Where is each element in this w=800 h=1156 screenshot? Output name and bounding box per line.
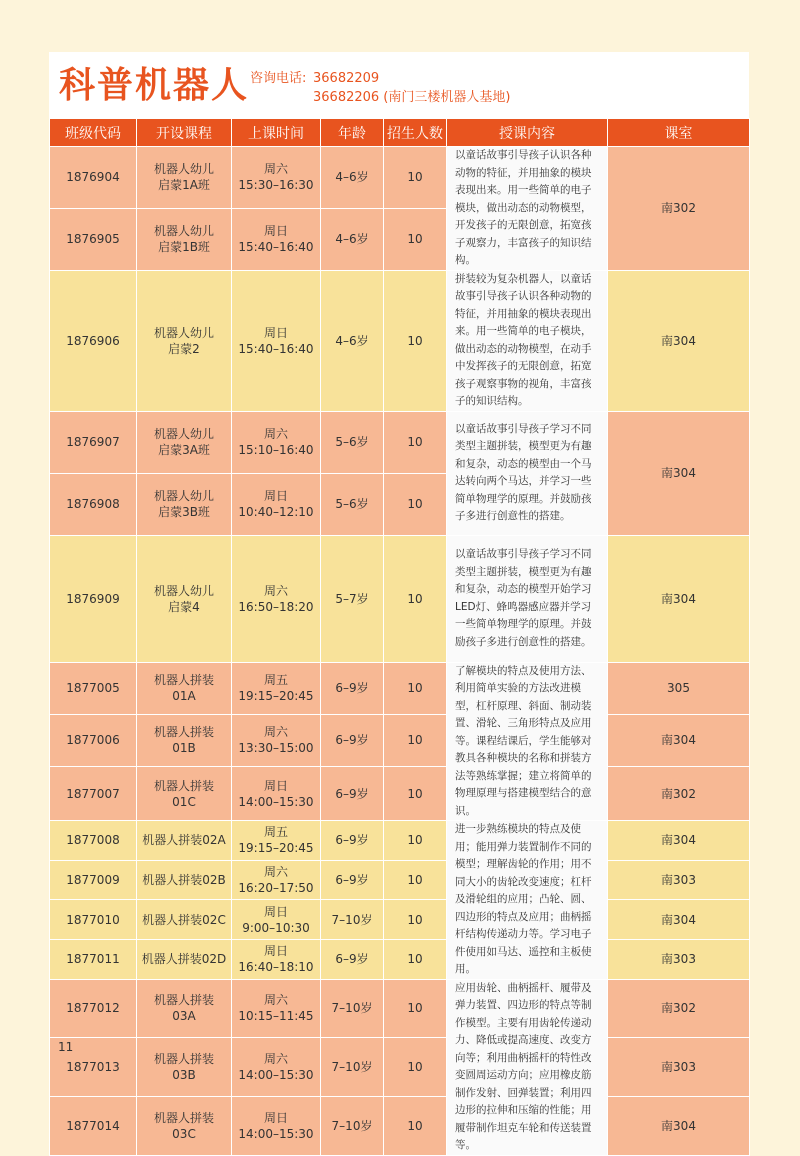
class-time: 周六 16:50–18:20 [238, 583, 314, 614]
age-range: 5–6岁 [335, 435, 369, 449]
page-title: 科普机器人 [59, 65, 250, 106]
enrollment-count: 10 [407, 833, 423, 848]
class-code: 1877012 [66, 1001, 120, 1016]
header-count: 招生人数 [384, 119, 446, 146]
table-row [50, 821, 749, 860]
enrollment-count: 10 [407, 591, 423, 606]
enrollment-count: 10 [407, 435, 423, 449]
course-table [49, 118, 750, 1156]
table-header-row [50, 119, 749, 146]
table-row [50, 412, 749, 473]
class-time: 周六 14:00–15:30 [238, 1051, 314, 1082]
class-code: 1876909 [66, 591, 120, 606]
class-code: 1876904 [66, 170, 120, 185]
course-name: 机器人拼装 03B [153, 1051, 214, 1082]
table-row [50, 767, 749, 820]
header-room: 课室 [608, 119, 749, 146]
class-code: 1876905 [66, 232, 120, 247]
enrollment-count: 10 [407, 681, 423, 696]
class-code: 1876906 [66, 333, 120, 348]
age-range: 7–10岁 [331, 1001, 373, 1016]
enrollment-count: 10 [407, 872, 423, 887]
age-range: 6–9岁 [335, 952, 369, 967]
phone-number-1: 36682209 [313, 71, 380, 86]
classroom: 南303 [661, 872, 696, 887]
course-name: 机器人幼儿 启蒙2 [153, 325, 214, 356]
enrollment-count: 10 [407, 952, 423, 967]
classroom: 南304 [661, 833, 696, 848]
class-time: 周五 19:15–20:45 [238, 825, 314, 856]
course-description: 以童话故事引导孩子学习不同类型主题拼装，模型更为有趣和复杂，动态的模型开始学习LED灯、蜂鸣器感应器并学习一些简单物理学的原理。并鼓励孩子多进行创意性的搭建。 [447, 536, 607, 662]
course-description: 以童话故事引导孩子认识各种动物的特征，并用抽象的模块表现出来。用一些简单的电子模块，做出动态的动物模型，开发孩子的无限创意，拓宽孩子观察力，丰富孩子的知识结构。 [447, 147, 607, 270]
class-time: 周日 14:00–15:30 [238, 778, 314, 809]
course-description: 应用齿轮、曲柄摇杆、履带及弹力装置、四边形的特点等制作模型。主要有用齿轮传递动力、降低或提高速度、改变方向等；利用曲柄摇杆的特性改变圆周运动方向；应用橡皮筋制作发射、回弹装置；利用四边形的拉伸和压缩的性能；用履带制作坦克车轮和传送装置等。 [447, 980, 607, 1155]
classroom: 南303 [661, 952, 696, 967]
header-course: 开设课程 [137, 119, 231, 146]
page-number: 11 [58, 1040, 74, 1054]
class-code: 1877009 [66, 872, 120, 887]
course-name: 机器人拼装 03A [153, 993, 214, 1024]
classroom: 南304 [661, 591, 696, 606]
age-range: 4–6岁 [335, 170, 369, 185]
table-row [50, 1097, 749, 1155]
age-range: 4–6岁 [335, 232, 369, 247]
classroom: 305 [667, 681, 690, 696]
course-description: 拼装较为复杂机器人，以童话故事引导孩子认识各种动物的特征，并用抽象的模块表现出来。用一些简单的电子模块，做出动态的动物模型，在动手中发挥孩子的无限创意，拓宽孩子观察事物的视角，丰富孩子的知识结构。 [447, 271, 607, 411]
class-time: 周六 16:20–17:50 [238, 864, 314, 895]
enrollment-count: 10 [407, 497, 423, 511]
age-range: 7–10岁 [331, 1118, 373, 1133]
course-name: 机器人拼装02C [142, 912, 226, 927]
class-code: 1876907 [66, 435, 120, 449]
enrollment-count: 10 [407, 912, 423, 927]
table-row [50, 147, 749, 208]
classroom: 南302 [661, 1001, 696, 1016]
class-time: 周日 15:40–16:40 [238, 224, 314, 255]
class-time: 周日 15:40–16:40 [238, 325, 314, 356]
class-code: 1877014 [66, 1118, 120, 1133]
course-name: 机器人拼装 01C [153, 778, 214, 809]
enrollment-count: 10 [407, 170, 423, 185]
table-row [50, 663, 749, 714]
course-name: 机器人拼装02A [142, 833, 226, 848]
class-time: 周六 15:30–16:30 [238, 162, 314, 193]
class-code: 1877005 [66, 681, 120, 696]
classroom: 南303 [661, 1059, 696, 1074]
age-range: 6–9岁 [335, 872, 369, 887]
class-time: 周日 14:00–15:30 [238, 1110, 314, 1141]
classroom: 南304 [661, 912, 696, 927]
course-name: 机器人幼儿 启蒙1A班 [153, 162, 214, 193]
age-range: 6–9岁 [335, 681, 369, 696]
age-range: 6–9岁 [335, 786, 369, 801]
header [49, 52, 749, 118]
header-code: 班级代码 [50, 119, 136, 146]
table-row [50, 271, 749, 411]
age-range: 4–6岁 [335, 333, 369, 348]
course-name: 机器人幼儿 启蒙3B班 [153, 489, 214, 519]
course-name: 机器人拼装 01A [153, 673, 214, 704]
table-row [50, 536, 749, 662]
age-range: 6–9岁 [335, 733, 369, 748]
classroom: 南302 [661, 786, 696, 801]
course-name: 机器人幼儿 启蒙1B班 [153, 224, 214, 255]
table-row [50, 940, 749, 979]
table-row [50, 900, 749, 939]
course-name: 机器人拼装02D [141, 952, 227, 967]
age-range: 6–9岁 [335, 833, 369, 848]
class-code: 1876908 [66, 497, 120, 511]
course-description: 进一步熟练模块的特点及使用；能用弹力装置制作不同的模型；理解齿轮的作用；用不同大小的齿轮改变速度；杠杆及滑轮组的应用；凸轮、圆、四边形的特点及应用；曲柄摇杆结构传递动力等。学习电子件使用如马达、遥控和主板使用。 [447, 821, 607, 979]
table-row [50, 980, 749, 1038]
class-time: 周日 16:40–18:10 [238, 944, 314, 975]
class-code: 1877008 [66, 833, 120, 848]
age-range: 5–6岁 [335, 497, 369, 511]
enrollment-count: 10 [407, 1001, 423, 1016]
age-range: 7–10岁 [331, 1059, 373, 1074]
class-time: 周六 10:15–11:45 [238, 993, 314, 1024]
enrollment-count: 10 [407, 733, 423, 748]
classroom: 南302 [661, 201, 696, 216]
phone-number-2: 36682206 (南门三楼机器人基地) [313, 90, 511, 105]
age-range: 5–7岁 [335, 591, 369, 606]
header-age: 年龄 [321, 119, 383, 146]
age-range: 7–10岁 [331, 912, 373, 927]
enrollment-count: 10 [407, 333, 423, 348]
table-row [50, 861, 749, 900]
class-time: 周六 13:30–15:00 [238, 725, 314, 756]
class-code: 1877010 [66, 912, 120, 927]
class-code: 1877007 [66, 786, 120, 801]
course-name: 机器人幼儿 启蒙3A班 [153, 427, 214, 457]
course-name: 机器人拼装02B [142, 872, 226, 887]
class-code: 1877013 [66, 1059, 120, 1074]
table-row [50, 715, 749, 766]
classroom: 南304 [661, 466, 696, 480]
course-name: 机器人幼儿 启蒙4 [153, 583, 214, 614]
class-time: 周五 19:15–20:45 [238, 673, 314, 704]
page-sheet [49, 52, 749, 1151]
course-description: 以童话故事引导孩子学习不同类型主题拼装，模型更为有趣和复杂，动态的模型由一个马达转向两个马达，并学习一些简单物理学的原理。并鼓励孩子多进行创意性的搭建。 [447, 412, 607, 535]
table-row [50, 1038, 749, 1096]
phone-label: 咨询电话: [250, 71, 307, 86]
course-name: 机器人拼装 01B [153, 725, 214, 756]
enrollment-count: 10 [407, 786, 423, 801]
classroom: 南304 [661, 733, 696, 748]
enrollment-count: 10 [407, 1059, 423, 1074]
class-code: 1877011 [66, 952, 120, 967]
enrollment-count: 10 [407, 1118, 423, 1133]
enrollment-count: 10 [407, 232, 423, 247]
class-time: 周日 10:40–12:10 [238, 489, 314, 519]
class-time: 周日 9:00–10:30 [242, 904, 310, 935]
classroom: 南304 [661, 333, 696, 348]
header-content: 授课内容 [447, 119, 607, 146]
class-code: 1877006 [66, 733, 120, 748]
class-time: 周六 15:10–16:40 [238, 427, 314, 457]
classroom: 南304 [661, 1118, 696, 1133]
header-time: 上课时间 [232, 119, 320, 146]
course-name: 机器人拼装 03C [153, 1110, 214, 1141]
course-description: 了解模块的特点及使用方法、利用简单实验的方法改进模型，杠杆原理、斜面、制动装置、滑轮、三角形特点及应用等。课程结课后，学生能够对教具各种模块的名称和拼装方法等熟练掌握；建立将简单的物理原理与搭建模型结合的意识。 [447, 663, 607, 821]
